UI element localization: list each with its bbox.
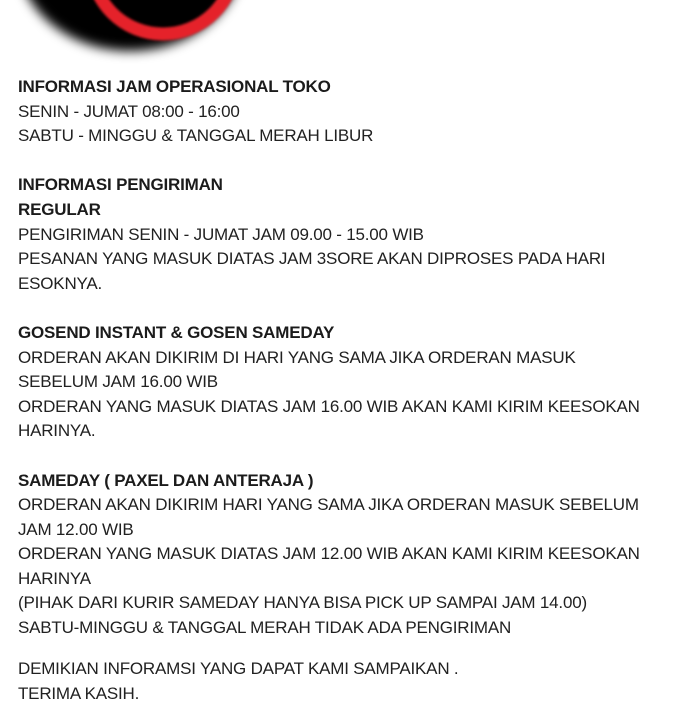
- section-shipping-regular: [18, 173, 686, 296]
- text-line: HARINYA: [18, 568, 91, 588]
- text-line: SABTU - MINGGU & TANGGAL MERAH LIBUR: [18, 126, 374, 146]
- section-sameday: [18, 469, 686, 641]
- section-heading: INFORMASI JAM OPERASIONAL TOKO: [18, 77, 331, 96]
- text-line: SABTU-MINGGU & TANGGAL MERAH TIDAK ADA PENGIRIMAN: [18, 618, 512, 638]
- text-line: TERIMA KASIH.: [18, 683, 140, 703]
- text-line: PENGIRIMAN SENIN - JUMAT JAM 09.00 - 15.00 WIB: [18, 224, 424, 244]
- logo-red-ring: [91, 0, 235, 34]
- store-logo: [0, 0, 280, 75]
- logo-black-shape: [17, 0, 243, 51]
- text-line: ORDERAN YANG MASUK DIATAS JAM 12.00 WIB AKAN KAMI KIRIM KEESOKAN: [18, 544, 640, 564]
- text-line: SENIN - JUMAT 08:00 - 16:00: [18, 101, 240, 121]
- section-subheading: REGULAR: [18, 199, 101, 219]
- text-line: JAM 12.00 WIB: [18, 519, 134, 539]
- text-line: DEMIKIAN INFORAMSI YANG DAPAT KAMI SAMPAIKAN .: [18, 659, 459, 679]
- section-store-hours: [18, 75, 686, 149]
- announcement-content: [18, 75, 686, 706]
- text-line: PESANAN YANG MASUK DIATAS JAM 3SORE AKAN DIPROSES PADA HARI: [18, 249, 606, 269]
- text-line: (PIHAK DARI KURIR SAMEDAY HANYA BISA PICK UP SAMPAI JAM 14.00): [18, 593, 587, 613]
- section-heading: INFORMASI PENGIRIMAN: [18, 175, 223, 195]
- section-gosend: [18, 321, 686, 444]
- text-line: SEBELUM JAM 16.00 WIB: [18, 372, 218, 392]
- text-line: ORDERAN AKAN DIKIRIM DI HARI YANG SAMA JIKA ORDERAN MASUK: [18, 347, 576, 367]
- store-logo-graphic: [0, 0, 280, 75]
- text-line: HARINYA.: [18, 421, 96, 441]
- text-line: ORDERAN AKAN DIKIRIM HARI YANG SAMA JIKA ORDERAN MASUK SEBELUM: [18, 495, 639, 515]
- section-closing: [18, 657, 686, 706]
- text-line: ORDERAN YANG MASUK DIATAS JAM 16.00 WIB AKAN KAMI KIRIM KEESOKAN: [18, 396, 640, 416]
- text-line: ESOKNYA.: [18, 273, 103, 293]
- section-heading: SAMEDAY ( PAXEL DAN ANTERAJA ): [18, 470, 314, 490]
- section-heading: GOSEND INSTANT & GOSEN SAMEDAY: [18, 322, 335, 342]
